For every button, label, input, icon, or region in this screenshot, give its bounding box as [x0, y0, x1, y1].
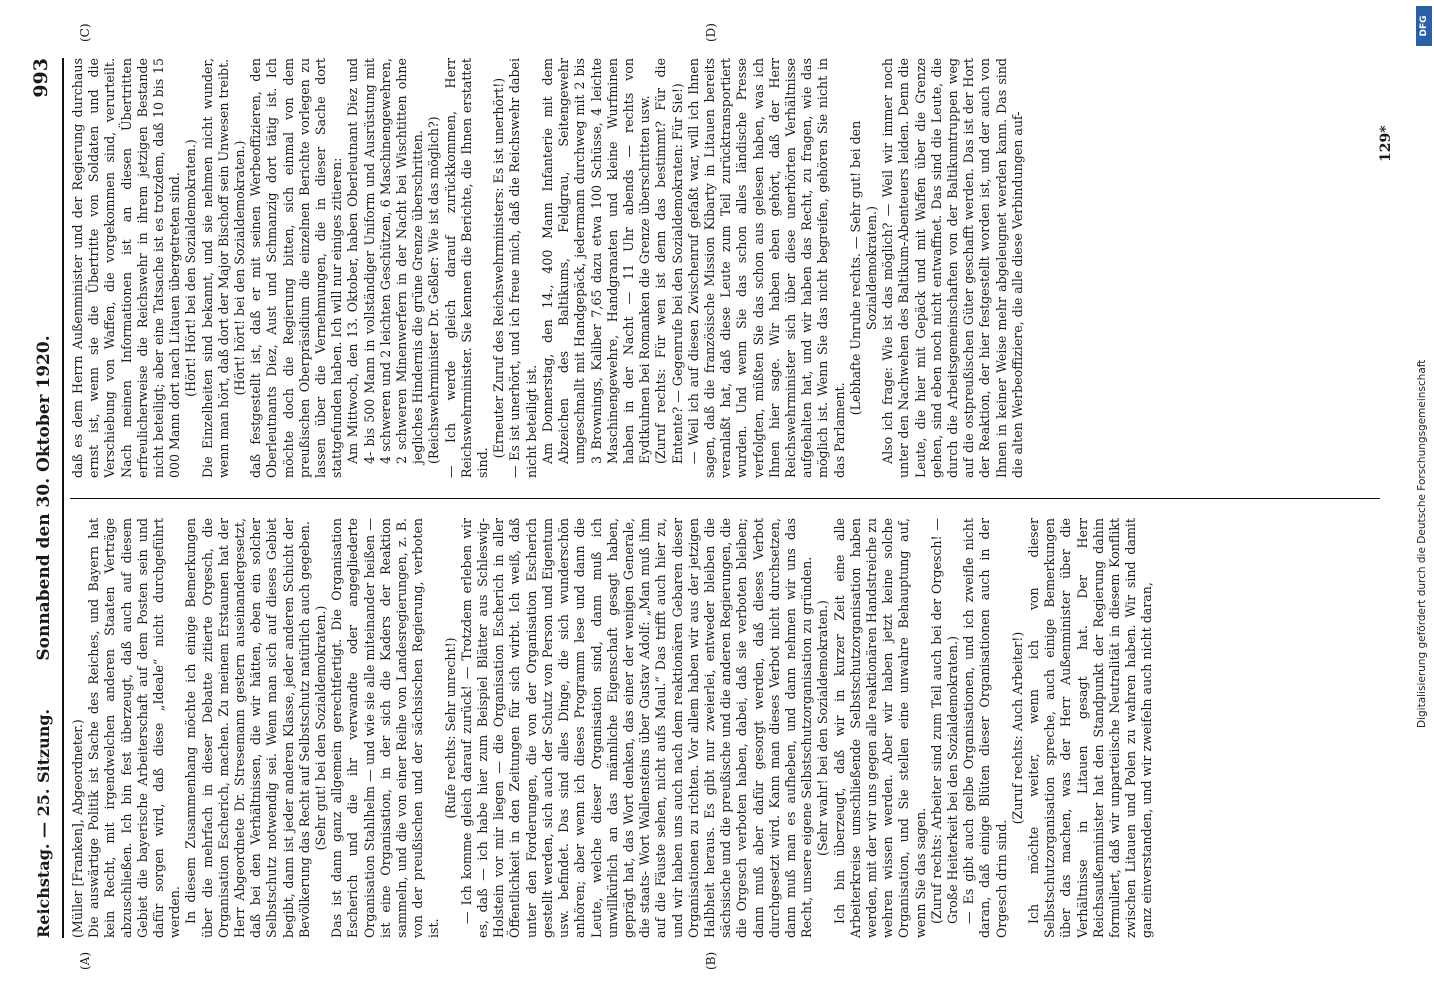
header-left: Reichstag. — 25. Sitzung. — [34, 708, 53, 938]
dfg-logo-text: DFG — [1419, 15, 1429, 37]
paragraph: Am Mittwoch, den 13. Oktober, haben Oberleutnant Diez und 4- bis 500 Mann in vollständiger Uniform und Ausrüstung mit 4 schweren und 2 leichten Geschützen, 6 Maschinengewehren, 2 schweren Minenwerfern in der Nacht bei Wischtitten ohne jegliches Hindernis die grüne Grenze überschritten. — [345, 58, 426, 464]
paragraph: (Zuruf rechts: Auch Arbeiter!) — [1009, 631, 1025, 825]
page-number: 993 — [30, 58, 52, 98]
paragraph: Also ich frage: Wie ist das möglich? — Weil wir immer noch unter den Nachwehen des Baltikum-Abenteuers leiden. Denn die Leute, die hier mit Gepäck und mit Waffen über die Grenze gehen, sind eben noch nicht entwaffnet. Das sind die Leute, die durch die Arbeitsgemeinschaften von der Baltikumtruppen weg auf die ostpreußischen Güter geschafft werden. Das ist der Hort der Reaktion, der hier festgestellt worden ist, und der auch von Ihnen in keiner Weise mehr abgeleugnet werden kann. Das sind die alten Werbeoffiziere, die alle diese Verbindungen auf- — [880, 58, 1025, 478]
paragraph: — Ich komme gleich darauf zurück! — Trotzdem erleben wir es, daß — ich habe hier zum Beispiel Blätter aus Schleswig-Holstein vor mir liegen — die Organisation Escherich in aller Öffentlichkeit in den Zeitungen für sich wirbt. Ich weiß, daß unter den Forderungen, die von der Organisation Escherich gestellt werden, sich auch der Schutz von Person und Eigentum usw. befindet. Das sind alles Dinge, die sich wunderschön anhören; aber wenn ich dieses Programm lese und dann die Leute, welche dieser Organisation sind, dann muß ich unwillkürlich an das männliche Eigenschaft gesagt haben, geprägt hat, das Wort denken, das einer der wenigen Generale, die staats- Wort Wallensteins über Gustav Adolf: „Man muß ihm auf die Fäuste sehen, nicht aufs Maul.“ Das trifft auch hier zu, und wir haben uns auch nach dem reaktionären Gebaren dieser Organisationen zu richten. Vor allem haben wir aus der jetzigen Halbheit heraus. Es gibt nur zweierlei, entweder bleiben die sächsische und die preußische und die anderen Regierungen, die die Orgesch verboten haben, dabei, daß sie verboten bleiben; dann muß aber dafür gesorgt werden, daß dieses Verbot durchgesetzt wird. Kann man dieses Verbot nicht durchsetzen, dann muß man es aufheben, und dann nehmen wir uns das Recht, unsere eigene Selbstschutzorganisation zu gründen. — [458, 518, 815, 938]
paragraph: (Rufe rechts: Sehr unrecht!) — [442, 637, 458, 819]
scan-credit — [1414, 8, 1434, 728]
left-column — [70, 518, 1380, 938]
paragraph: Ich bin überzeugt, daß wir in kurzer Zeit eine alle Arbeiterkreise umschließende Selbstschutzorganisation haben werden, mit der wir uns gegen alle reaktionären Handstreiche zu wehren wissen werden. Aber wir haben jetzt keine solche Organisation, und Sie stellen eine unwahre Behauptung auf, wenn Sie das sagen. — [831, 518, 928, 938]
header-rule — [62, 58, 64, 938]
paragraph: Die auswärtige Politik ist Sache des Reiches, und Bayern hat kein Recht, mit irgendwelchen anderen Staaten Verträge abzuschließen. Ich bin fest überzeugt, daß auch auf diesem Gebiet die bayerische Arbeiterschaft auf dem Posten sein und dafür sorgen wird, daß diese „Ideale“ nicht durchgeführt werden. — [86, 518, 183, 938]
marker-b: (B) — [704, 951, 718, 970]
paragraph: daß festgestellt ist, daß er mit seinen Werbeoffizieren, den Oberleutnants Diez, Aust und Schmanzig dort tätig ist. Ich möchte doch die Regierung bitten, sich einmal von dem preußischen Oberpräsidium die einzelnen Berichte vorlegen zu lassen über die Vernehmungen, die in dieser Sache dort stattgefunden haben. Ich will nur einiges zitieren: — [248, 58, 345, 478]
paragraph: — Ich werde gleich darauf zurückkommen, Herr Reichswehrminister. Sie kennen die Berichte, die Ihnen erstattet sind. — [442, 58, 491, 478]
marker-a: (A) — [78, 951, 92, 970]
dfg-logo — [1416, 6, 1432, 46]
paragraph: (Lebhafte Unruhe rechts. — Sehr gut! bei den Sozialdemokraten.) — [847, 120, 879, 416]
footer-signature: 129* — [1378, 125, 1394, 162]
marker-d: (D) — [704, 23, 718, 42]
paragraph: — Weil ich auf diesen Zwischenruf gefaßt war, will ich Ihnen sagen, daß die französische Mission Kibarty in Litauen bereits veranlaßt hat, daß diese Leute zum Teil zurücktransportiert wurden. Und wenn Sie das schon alles ländische Presse verfolgten, müßten Sie das schon aus gelesen haben, was ich Ihnen hier sage. Wir haben eben gehört, daß der Herr Reichswehrminister sich über diese unerhörten Verhältnisse aufgehalten hat, und wir haben das Recht, zu fragen, wie das möglich ist. Wenn Sie das nicht begreifen, gehören Sie nicht in das Parlament. — [685, 58, 847, 478]
paragraph: (Sehr wahr! bei den Sozialdemokraten.) — [815, 600, 831, 856]
paragraph: Das ist dann ganz allgemein gerechtfertigt. Die Organisation Escherich und die ihr verwandte oder angegliederte Organisation Stahlhelm — und wie sie alle miteinander heißen — ist eine Organisation, in der sich die Kaders der Reaktion sammeln, und die von einer Reihe von Landesregierungen, z. B. von der preußischen und der sächsischen Regierung, verboten ist. — [329, 518, 442, 938]
column-divider — [70, 498, 1380, 499]
paragraph: Die Einzelheiten sind bekannt, und sie nehmen nicht wunder, wenn man hört, daß dort der Major Bischoff sein Unwesen treibt. — [199, 58, 231, 478]
paragraph: (Zuruf rechts: Arbeiter sind zum Teil auch bei der Orgesch! — Große Heiterkeit bei den Sozialdemokraten.) — [928, 518, 960, 924]
paragraph: (Hört! Hört! bei den Sozialdemokraten.) — [183, 139, 199, 397]
paragraph: Am Donnerstag, den 14., 400 Mann Infanterie mit dem Abzeichen des Baltikums, Feldgrau, Seitengewehr umgeschnallt mit Handgepäck, jedermann durchweg mit 2 bis 3 Brownings, Kaliber 7,65 dazu etwa 100 Schüsse, 4 leichte Maschinengewehre, Handgranaten und kleine Wurfminen haben in der Nacht — 11 Uhr abends — rechts von Eydtkuhnen bei Romanken die Grenze überschritten usw. — [539, 58, 653, 464]
paragraph: In diesem Zusammenhang möchte ich einige Bemerkungen über die mehrfach in dieser Debatte zitierte Orgesch, die Organisation Escherich, machen. Zu meinem Erstaunen hat der Herr Abgeordnete Dr. Stresemann gestern auseinandergesetzt, daß bei den Verhältnissen, die wir hätten, eben ein solcher Selbstschutz notwendig sei. Wenn man sich auf dieses Gebiet begibt, dann ist jeder anderen Klasse, jeder anderen Schicht der Bevölkerung das Recht auf Selbstschutz natürlich auch gegeben. — [183, 518, 312, 938]
scan-credit-text: Digitalisierung gefördert durch die Deutsche Forschungsgemeinschaft — [1416, 359, 1428, 728]
right-column — [70, 58, 1380, 478]
paragraph: (Hört! hört! bei den Sozialdemokraten.) — [232, 140, 248, 396]
paragraph: Ich möchte weiter, wenn ich von dieser Selbstschutzorganisation spreche, auch einige Bemerkungen über das machen, was der Herr Außenminister über die Verhältnisse in Litauen gesagt hat. Der Herr Reichsaußenminister hat den Standpunkt der Regierung dahin formuliert, daß wir unparteiische Neutralität in diesem Konflikt zwischen Litauen und Polen zu wahren haben. Wir sind damit ganz einverstanden, und wir zweifeln auch nicht daran, — [1025, 518, 1155, 938]
header-date: Sonnabend den 30. Oktober 1920. — [34, 335, 54, 661]
paragraph: (Müller [Franken], Abgeordneter.) — [70, 719, 85, 938]
paragraph: (Reichswehrminister Dr. Geßler: Wie ist das möglich?) — [426, 116, 442, 464]
marker-c: (C) — [78, 23, 92, 42]
paragraph: daß es dem Herrn Außenminister und der Regierung durchaus ernst ist, wenn sie die Übertritte von Soldaten und die Verschiebung von Waffen, die vorgekommen sind, verurteilt. Nach meinen Informationen ist an diesen Übertritten erfreulicherweise die Reichswehr in ihrem jetzigen Bestande nicht beteiligt; aber eine Tatsache ist es trotzdem, daß 10 bis 15 000 Mann dort nach Litauen übergetreten sind. — [70, 58, 183, 478]
page-header — [26, 58, 66, 938]
paragraph: (Sehr gut! bei den Sozialdemokraten.) — [313, 605, 329, 851]
paragraph: — Es gibt auch gelbe Organisationen, und ich zweifle nicht daran, daß einige Blüten dieser Organisationen auch in der Orgesch drin sind. — [961, 518, 1009, 938]
paragraph: (Erneuter Zuruf des Reichswehrministers: Es ist unerhört!) — [491, 77, 507, 459]
paragraph: — Es ist unerhört, und ich freue mich, daß die Reichswehr dabei nicht beteiligt ist. — [507, 58, 539, 478]
paragraph: (Zuruf rechts: Für wen ist denn das bestimmt? Für die Entente? — Gegenrufe bei den Sozialdemokraten: Für Sie!) — [653, 58, 685, 464]
